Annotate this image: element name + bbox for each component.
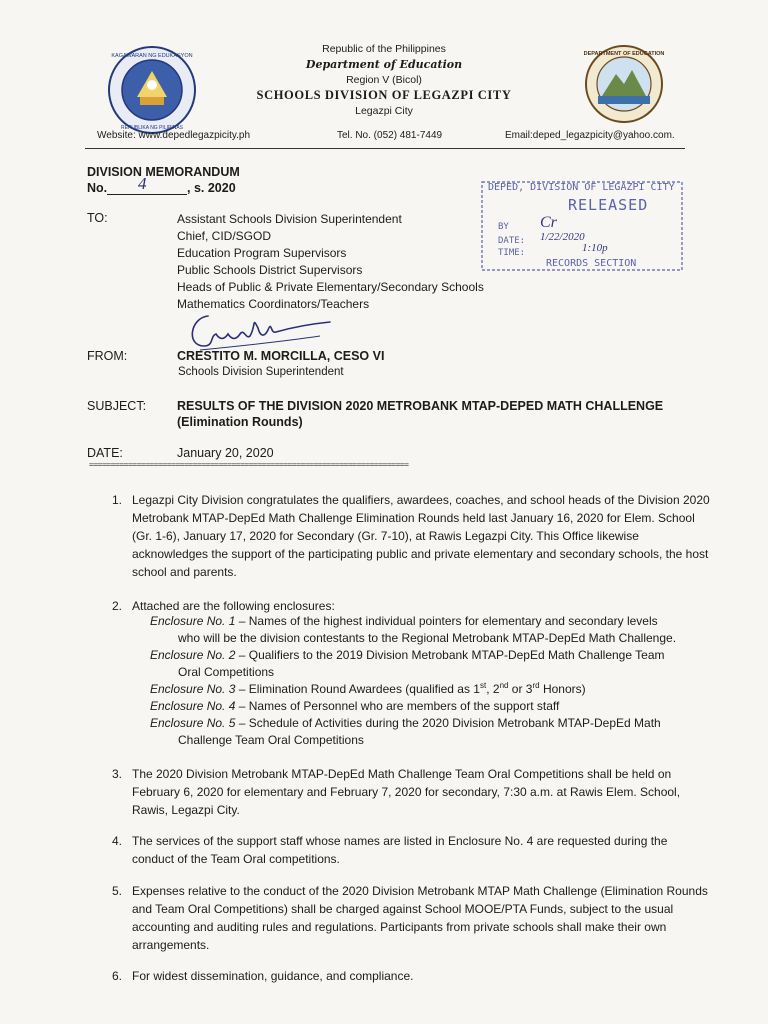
memo-series: , s. 2020 <box>187 181 236 195</box>
date-label: DATE: <box>87 446 123 460</box>
stamp-by-value: Cr <box>540 214 557 231</box>
paragraph-5 <box>112 882 712 954</box>
recipient-item: Chief, CID/SGOD <box>177 229 272 243</box>
paragraph-number: 2. <box>112 599 123 613</box>
separator-line: ========================================================================== <box>89 460 409 469</box>
enclosure-label: Enclosure No. 2 <box>150 648 236 662</box>
enclosure-5 <box>150 715 661 732</box>
sender-position: Schools Division Superintendent <box>178 366 344 378</box>
enclosure-label: Enclosure No. 4 <box>150 699 236 713</box>
from-label: FROM: <box>87 349 128 363</box>
svg-text:REPUBLIKA NG PILIPINAS: REPUBLIKA NG PILIPINAS <box>121 125 183 131</box>
subject-label: SUBJECT: <box>87 399 147 413</box>
paragraph-number: 5. <box>112 884 123 898</box>
paragraph-text: Attached are the following enclosures: <box>132 599 335 613</box>
recipient-item: Heads of Public & Private Elementary/Secondary Schools <box>177 280 484 294</box>
stamp-section: RECORDS SECTION <box>546 258 637 269</box>
enclosure-text: – Names of Personnel who are members of the support staff <box>235 699 560 713</box>
paragraph-text: The services of the support staff whose names are listed in Enclosure No. 4 are requested during the conduct of the Team Oral competitions. <box>132 834 668 866</box>
enclosure-3: Enclosure No. 3 – Elimination Round Awardees (qualified as 1st, 2nd or 3rd Honors) <box>150 681 586 696</box>
recipient-item: Mathematics Coordinators/Teachers <box>177 297 370 311</box>
paragraph-3 <box>112 765 712 819</box>
subject-line-2: (Elimination Rounds) <box>177 415 303 429</box>
enclosure-label: Enclosure No. 1 <box>150 614 236 628</box>
subject-line-1: RESULTS OF THE DIVISION 2020 METROBANK MTAP-DEPED MATH CHALLENGE <box>177 399 664 413</box>
department-line: Department of Education <box>305 58 463 71</box>
enclosure-label: Enclosure No. 5 <box>150 716 236 730</box>
recipient-item: Assistant Schools Division Superintendent <box>177 212 402 226</box>
paragraph-text: For widest dissemination, guidance, and compliance. <box>132 969 414 983</box>
enclosure-5-continued: Challenge Team Oral Competitions <box>178 733 364 747</box>
enclosure-4 <box>150 698 559 715</box>
memo-number-value: 4 <box>138 174 147 193</box>
region-line: Region V (Bicol) <box>346 74 422 86</box>
paragraph-number: 1. <box>112 493 123 507</box>
sender-name: CRESTITO M. MORCILLA, CESO VI <box>177 349 385 363</box>
enclosure-1-continued: who will be the division contestants to the Regional Metrobank MTAP-DepEd Math Challenge. <box>178 631 677 645</box>
website-text: Website: www.depedlegazpicity.ph <box>97 130 251 141</box>
paragraph-6 <box>112 967 712 985</box>
paragraph-number: 6. <box>112 969 123 983</box>
stamp-time-label: TIME: <box>498 248 526 258</box>
division-name: SCHOOLS DIVISION OF LEGAZPI CITY <box>256 88 512 102</box>
paragraph-number: 4. <box>112 834 123 848</box>
memo-number-label: No. <box>87 181 108 195</box>
svg-text:DEPARTMENT OF EDUCATION: DEPARTMENT OF EDUCATION <box>584 51 664 57</box>
svg-text:KAGAWARAN NG EDUKASYON: KAGAWARAN NG EDUKASYON <box>111 53 193 59</box>
stamp-date-value: 1/22/2020 <box>540 231 585 243</box>
paragraph-1 <box>112 491 712 581</box>
paragraph-text: The 2020 Division Metrobank MTAP-DepEd Math Challenge Team Oral Competitions shall be held on February 6, 2020 for elementary and February 7, 2020 for secondary, 7:30 a.m. at Rawis Elem. School, Rawis, Legazpi City. <box>132 767 681 817</box>
enclosure-text: – Names of the highest individual pointers for elementary and secondary levels <box>235 614 658 628</box>
stamp-released: RELEASED <box>568 196 649 214</box>
recipient-list <box>177 211 484 313</box>
header-rule <box>85 148 685 149</box>
city-line: Legazpi City <box>355 105 413 117</box>
email-text: Email:deped_legazpicity@yahoo.com. <box>505 130 675 141</box>
stamp-office: DEPED, DIVISION OF LEGAZPI CITY <box>488 182 675 193</box>
enclosure-2-continued: Oral Competitions <box>178 665 275 679</box>
enclosure-2 <box>150 647 665 664</box>
enclosure-text: – Qualifiers to the 2019 Division Metrobank MTAP-DepEd Math Challenge Team <box>235 648 665 662</box>
paragraph-number: 3. <box>112 767 123 781</box>
to-label: TO: <box>87 211 108 225</box>
paragraph-text: Expenses relative to the conduct of the 2020 Division Metrobank MTAP Math Challenge (Elimination Rounds and Team Oral Competitions) shall be charged against School MOOE/PTA Funds, subject to the usual accounting and auditing rules and regulations. Participants from private schools shall make their own arrangements. <box>132 884 708 952</box>
stamp-by-label: BY <box>498 222 509 232</box>
enclosure-text: – Schedule of Activities during the 2020 Division Metrobank MTAP-DepEd Math <box>235 716 661 730</box>
paragraph-text: Legazpi City Division congratulates the qualifiers, awardees, coaches, and school heads of the Division 2020 Metrobank MTAP-DepEd Math Challenge Elimination Rounds held last January 16, 2020 for Elem. School (Gr. 1-6), January 17, 2020 for Secondary (Gr. 7-10), at Rawis Legazpi City. This Office likewise acknowledges the support of the participating public and private elementary and secondary schools, the host school and parents. <box>132 493 710 579</box>
paragraph-4 <box>112 832 712 868</box>
enclosure-label: Enclosure No. 3 <box>150 682 236 696</box>
date-value: January 20, 2020 <box>177 446 274 460</box>
memo-title: DIVISION MEMORANDUM <box>87 165 240 179</box>
stamp-time-value: 1:10p <box>582 242 608 254</box>
telephone-text: Tel. No. (052) 481-7449 <box>337 130 443 141</box>
released-stamp <box>480 180 686 274</box>
stamp-date-label: DATE: <box>498 236 526 246</box>
enclosure-1 <box>150 613 658 630</box>
recipient-item: Public Schools District Supervisors <box>177 263 363 277</box>
recipient-item: Education Program Supervisors <box>177 246 347 260</box>
memo-number-line <box>107 194 187 195</box>
republic-line: Republic of the Philippines <box>322 43 446 55</box>
